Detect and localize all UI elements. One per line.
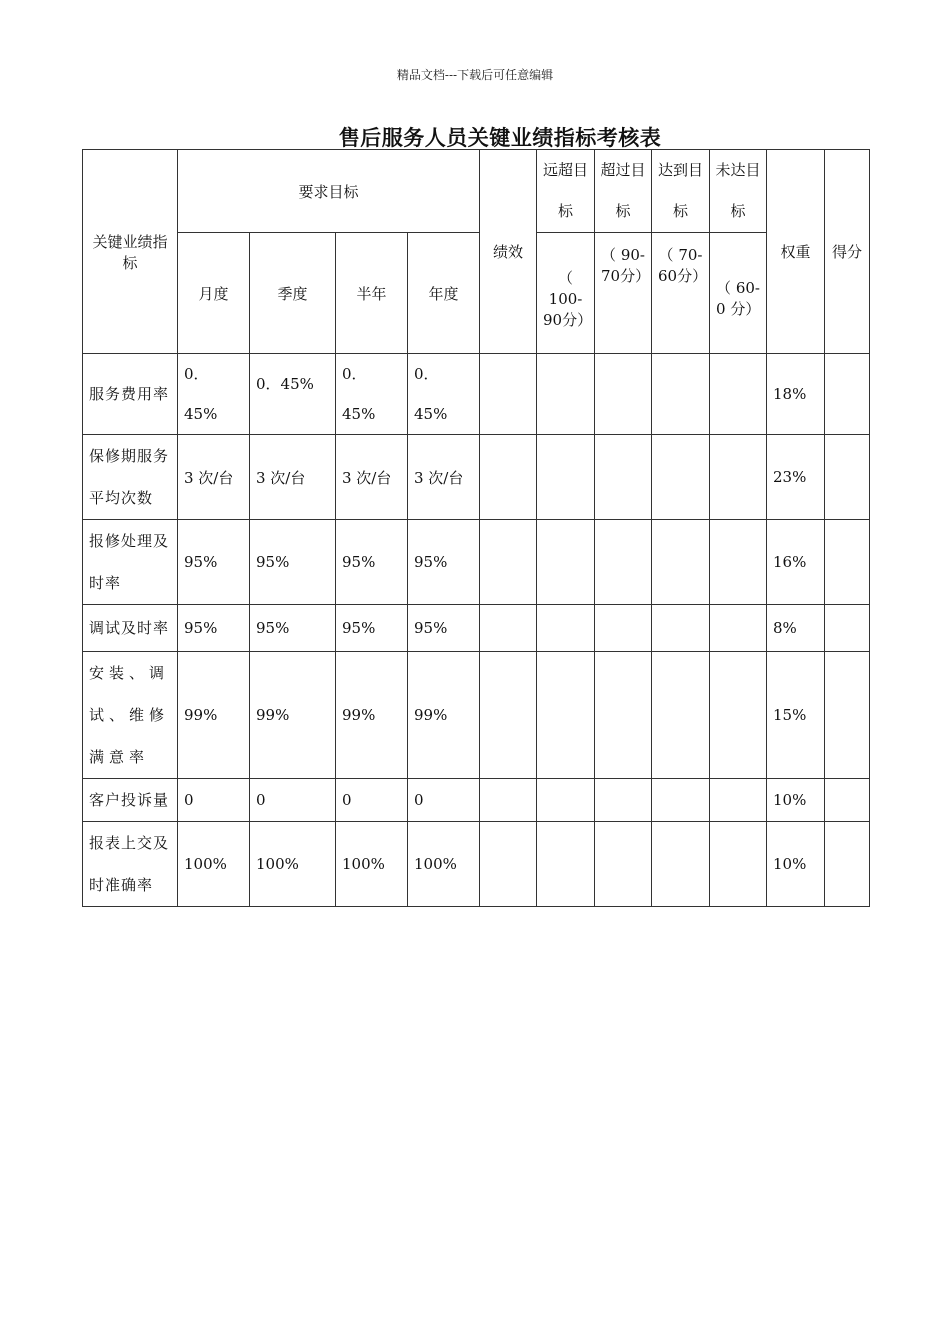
row-value: 0． 45% bbox=[408, 354, 480, 435]
row-value: 99% bbox=[250, 652, 336, 779]
row-value: 95% bbox=[408, 605, 480, 652]
row-value: 95% bbox=[408, 520, 480, 605]
row-level-cell bbox=[710, 652, 767, 779]
header-kpi bbox=[83, 150, 178, 354]
header-level-range: （ 60-0 分） bbox=[710, 233, 767, 354]
header-weight: 权重 bbox=[767, 150, 825, 354]
row-level-cell bbox=[595, 605, 652, 652]
row-score bbox=[825, 605, 870, 652]
row-level-cell bbox=[710, 605, 767, 652]
row-value: 95% bbox=[336, 605, 408, 652]
row-value: 95% bbox=[336, 520, 408, 605]
row-score bbox=[825, 520, 870, 605]
row-level-cell bbox=[595, 652, 652, 779]
table-row bbox=[83, 605, 870, 652]
row-score bbox=[825, 779, 870, 822]
table-row bbox=[83, 822, 870, 907]
row-weight: 15% bbox=[767, 652, 825, 779]
row-weight: 23% bbox=[767, 435, 825, 520]
row-value: 0 bbox=[178, 779, 250, 822]
row-value: 100% bbox=[250, 822, 336, 907]
table-row bbox=[83, 779, 870, 822]
row-level-cell bbox=[537, 354, 595, 435]
row-level-cell bbox=[710, 822, 767, 907]
header-level: 超过目标 bbox=[595, 150, 652, 233]
row-level-cell bbox=[595, 822, 652, 907]
row-score bbox=[825, 435, 870, 520]
row-level-cell bbox=[652, 605, 710, 652]
row-value: 0 bbox=[336, 779, 408, 822]
row-performance bbox=[480, 354, 537, 435]
row-weight: 10% bbox=[767, 822, 825, 907]
row-level-cell bbox=[537, 520, 595, 605]
row-value: 99% bbox=[336, 652, 408, 779]
row-performance bbox=[480, 435, 537, 520]
row-value: 3 次/台 bbox=[178, 435, 250, 520]
header-level: 远超目标 bbox=[537, 150, 595, 233]
header-row-1 bbox=[83, 150, 870, 233]
row-level-cell bbox=[710, 520, 767, 605]
header-target-group: 要求目标 bbox=[178, 150, 480, 233]
kpi-table bbox=[82, 149, 870, 907]
header-performance: 绩效 bbox=[480, 150, 537, 354]
row-level-cell bbox=[652, 652, 710, 779]
header-level: 未达目标 bbox=[710, 150, 767, 233]
row-value: 95% bbox=[178, 520, 250, 605]
row-level-cell bbox=[652, 435, 710, 520]
row-performance bbox=[480, 822, 537, 907]
table-row bbox=[83, 354, 870, 435]
row-level-cell bbox=[537, 652, 595, 779]
row-value: 99% bbox=[408, 652, 480, 779]
row-metric: 调试及时率 bbox=[83, 605, 178, 652]
row-value: 95% bbox=[178, 605, 250, 652]
row-value: 0． 45% bbox=[178, 354, 250, 435]
row-metric: 保修期服务平均次数 bbox=[83, 435, 178, 520]
row-weight: 16% bbox=[767, 520, 825, 605]
row-value: 3 次/台 bbox=[336, 435, 408, 520]
row-level-cell bbox=[652, 354, 710, 435]
header-kpi-label: 关键业绩指标 bbox=[92, 232, 168, 272]
row-value: 100% bbox=[178, 822, 250, 907]
row-value: 3 次/台 bbox=[408, 435, 480, 520]
row-value: 95% bbox=[250, 520, 336, 605]
page-header: 精品文档---下载后可任意编辑 bbox=[396, 68, 554, 82]
row-weight: 8% bbox=[767, 605, 825, 652]
header-level: 达到目标 bbox=[652, 150, 710, 233]
header-period-half-year: 半年 bbox=[336, 233, 408, 354]
row-value: 0 bbox=[250, 779, 336, 822]
row-metric: 安装、调试、维修满意率 bbox=[83, 652, 178, 779]
row-score bbox=[825, 822, 870, 907]
row-level-cell bbox=[652, 822, 710, 907]
header-level-range: （ 70-60分） bbox=[652, 233, 710, 354]
row-level-cell bbox=[537, 779, 595, 822]
row-performance bbox=[480, 605, 537, 652]
row-level-cell bbox=[652, 520, 710, 605]
row-value: 3 次/台 bbox=[250, 435, 336, 520]
header-row-2 bbox=[83, 233, 870, 354]
row-metric: 报修处理及时率 bbox=[83, 520, 178, 605]
row-metric: 服务费用率 bbox=[83, 354, 178, 435]
table-row bbox=[83, 435, 870, 520]
row-weight: 18% bbox=[767, 354, 825, 435]
row-level-cell bbox=[710, 435, 767, 520]
row-value: 0． 45% bbox=[336, 354, 408, 435]
row-level-cell bbox=[595, 520, 652, 605]
row-level-cell bbox=[537, 435, 595, 520]
table-row bbox=[83, 520, 870, 605]
row-score bbox=[825, 354, 870, 435]
row-performance bbox=[480, 779, 537, 822]
row-level-cell bbox=[595, 354, 652, 435]
header-level-range: （ 90-70分） bbox=[595, 233, 652, 354]
row-value: 0 bbox=[408, 779, 480, 822]
header-period-quarterly: 季度 bbox=[250, 233, 336, 354]
row-level-cell bbox=[595, 779, 652, 822]
row-value: 0．45% bbox=[250, 354, 336, 435]
row-performance bbox=[480, 652, 537, 779]
row-level-cell bbox=[710, 779, 767, 822]
header-score: 得分 bbox=[825, 150, 870, 354]
row-level-cell bbox=[595, 435, 652, 520]
row-level-cell bbox=[537, 605, 595, 652]
row-weight: 10% bbox=[767, 779, 825, 822]
row-value: 95% bbox=[250, 605, 336, 652]
row-level-cell bbox=[537, 822, 595, 907]
row-value: 100% bbox=[408, 822, 480, 907]
table-row bbox=[83, 652, 870, 779]
row-performance bbox=[480, 520, 537, 605]
row-score bbox=[825, 652, 870, 779]
header-period-monthly: 月度 bbox=[178, 233, 250, 354]
header-level-range: （ 100-90分） bbox=[537, 233, 595, 354]
row-level-cell bbox=[710, 354, 767, 435]
row-level-cell bbox=[652, 779, 710, 822]
row-value: 100% bbox=[336, 822, 408, 907]
row-metric: 客户投诉量 bbox=[83, 779, 178, 822]
header-period-yearly: 年度 bbox=[408, 233, 480, 354]
document-title: 售后服务人员关键业绩指标考核表 bbox=[338, 125, 662, 150]
row-value: 99% bbox=[178, 652, 250, 779]
row-metric: 报表上交及时准确率 bbox=[83, 822, 178, 907]
